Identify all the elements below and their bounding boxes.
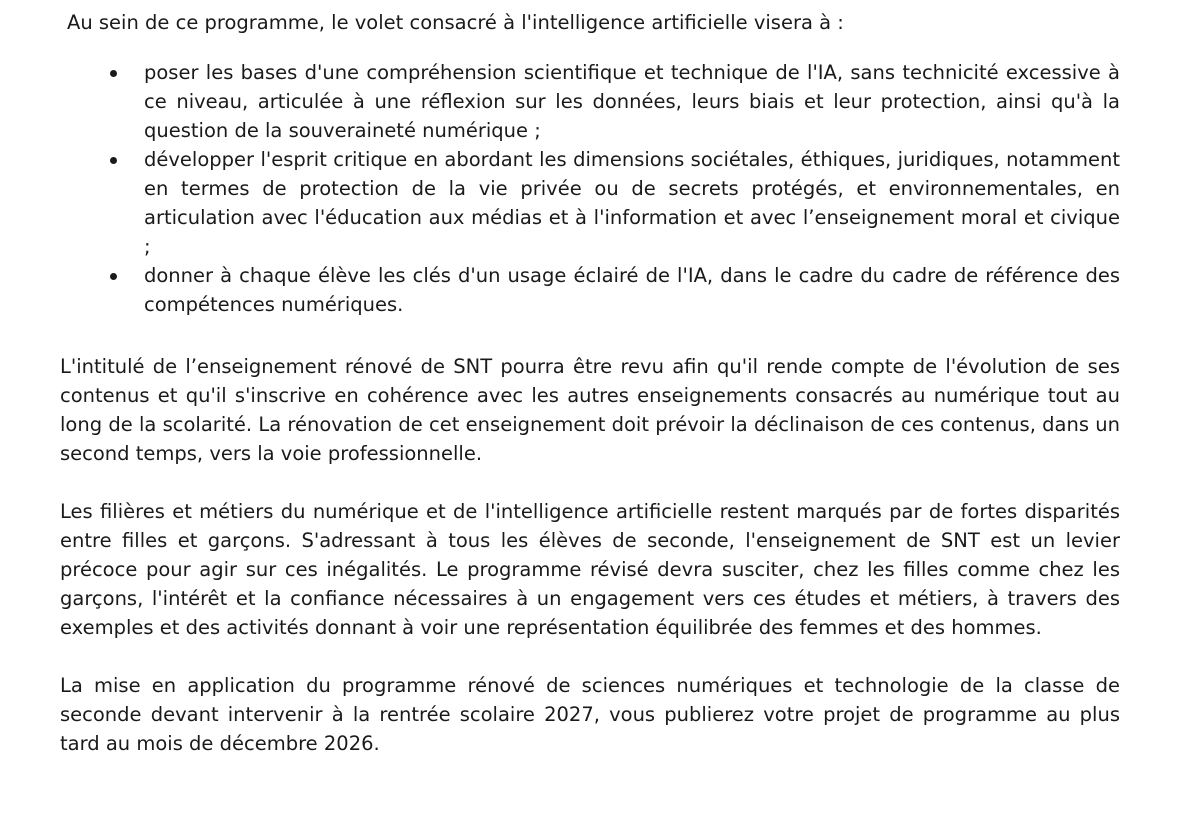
bullet-icon [110,157,117,164]
intro-text: Au sein de ce programme, le volet consacré à l'intelligence artificielle visera à : [67,11,844,34]
list-item [60,261,1120,319]
bullet-icon [110,70,117,77]
document-page [60,8,1120,758]
paragraph-gender-disparities: Les filières et métiers du numérique et de l'intelligence artificielle restent marqués par de fortes disparités entre filles et garçons. S'adressant à tous les élèves de seconde, l'enseignement de SNT est un levier précoce pour agir sur ces inégalités. Le programme révisé devra susciter, chez les filles comme chez les garçons, l'intérêt et la confiance nécessaires à un engagement vers ces études et métiers, à travers des exemples et des activités donnant à voir une représentation équilibrée des femmes et des hommes. [60,500,1120,639]
list-item [60,58,1120,145]
bullet-icon [110,273,117,280]
objectives-list [60,58,1120,319]
list-item-text: poser les bases d'une compréhension scientifique et technique de l'IA, sans technicité excessive à ce niveau, articulée à une réflexion sur les données, leurs biais et leur protection, ainsi qu'à la question de la souveraineté numérique ; [144,61,1120,142]
list-item-text: développer l'esprit critique en abordant les dimensions sociétales, éthiques, juridiques, notamment en termes de protection de la vie privée ou de secrets protégés, et environnementales, en articulation avec l'éducation aux médias et à l'information et avec l’enseignement moral et civique ; [144,148,1120,258]
list-item-text: donner à chaque élève les clés d'un usage éclairé de l'IA, dans le cadre du cadre de référence des compétences numériques. [144,264,1120,316]
paragraph-snt-title: L'intitulé de l’enseignement rénové de SNT pourra être revu afin qu'il rende compte de l'évolution de ses contenus et qu'il s'inscrive en cohérence avec les autres enseignements consacrés au numérique tout au long de la scolarité. La rénovation de cet enseignement doit prévoir la déclinaison de ces contenus, dans un second temps, vers la voie professionnelle. [60,355,1120,465]
paragraph-implementation-timeline: La mise en application du programme rénové de sciences numériques et technologie de la classe de seconde devant intervenir à la rentrée scolaire 2027, vous publierez votre projet de programme au plus tard au mois de décembre 2026. [60,674,1120,755]
list-item [60,145,1120,261]
